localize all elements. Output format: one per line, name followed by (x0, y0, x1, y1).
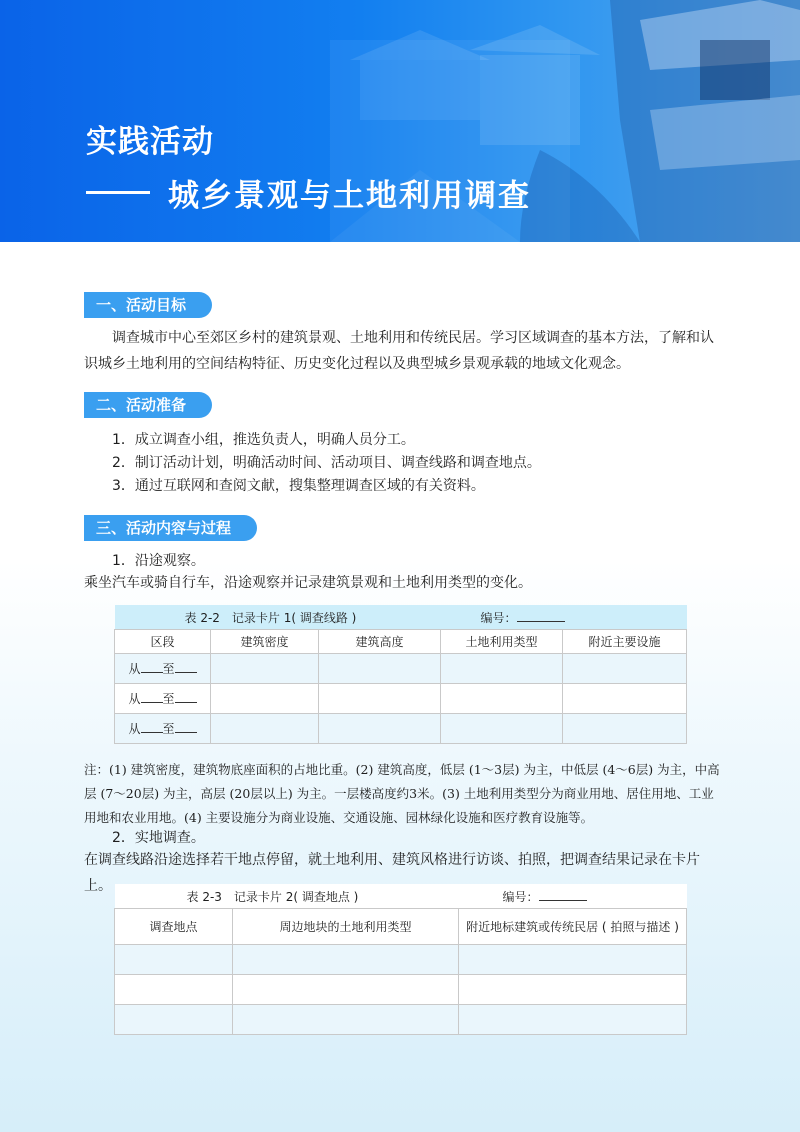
segment-cell[interactable]: 从 至 (115, 684, 211, 714)
column-header: 区段 (115, 630, 211, 654)
column-header: 调查地点 (115, 909, 233, 945)
table-row (115, 975, 687, 1005)
column-header: 土地利用类型 (441, 630, 563, 654)
number-label: 编号： (480, 610, 517, 625)
number-blank[interactable] (539, 888, 587, 901)
step-text: 在调查线路沿途选择若干地点停留，就土地利用、建筑风格进行访谈、拍照，把调查结果记录在卡片上。 (84, 852, 700, 894)
table-row (115, 1005, 687, 1035)
table-note: 注：(1) 建筑密度，建筑物底座面积的占地比重。(2) 建筑高度，低层 (1～3层) 为主，中低层 (4～6层) 为主，中高层 (7～20层) 为主，高层 (20层以上) 为主。一层楼高度约3米。(3) 土地利用类型分为商业用地、居住用地、工业用地和农业用地。(4) 主要设施分为商业设施、交通设施、园林绿化设施和医疗教育设施等。 (84, 762, 720, 825)
subtitle-text: 城乡景观与土地利用调查 (168, 178, 531, 214)
prep-item: 2．制订活动计划，明确活动时间、活动项目、调查线路和调查地点。 (112, 455, 541, 471)
section-header-goals: 一、活动目标 (84, 292, 212, 318)
prep-item: 1．成立调查小组，推选负责人，明确人员分工。 (112, 432, 415, 448)
table-row (115, 654, 687, 684)
section-header-process: 三、活动内容与过程 (84, 515, 257, 541)
table-header-row (115, 909, 687, 945)
prep-item: 3．通过互联网和查阅文献，搜集整理调查区域的有关资料。 (112, 478, 485, 494)
table-row (115, 714, 687, 744)
table-row (115, 684, 687, 714)
record-card-location-table (114, 884, 687, 1035)
table-header-row (115, 630, 687, 654)
step-title: 1．沿途观察。 (112, 553, 205, 569)
number-label: 编号： (502, 889, 539, 904)
column-header: 周边地块的土地利用类型 (233, 909, 459, 945)
table-caption-row (115, 605, 687, 630)
segment-cell[interactable]: 从 至 (115, 654, 211, 684)
section-header-preparation: 二、活动准备 (84, 392, 212, 418)
table-caption: 表 2-3 记录卡片 2( 调查地点 ) (115, 884, 459, 909)
column-header: 附近主要设施 (563, 630, 687, 654)
dash-divider (86, 191, 150, 194)
step-title: 2．实地调查。 (112, 830, 205, 846)
column-header: 建筑高度 (319, 630, 441, 654)
page-title: 实践活动 (86, 124, 214, 160)
column-header: 附近地标建筑或传统民居 ( 拍照与描述 ) (459, 909, 687, 945)
table-caption-row (115, 884, 687, 909)
step-text: 乘坐汽车或骑自行车，沿途观察并记录建筑景观和土地利用类型的变化。 (84, 575, 532, 591)
page-subtitle (86, 170, 531, 215)
table-number-field (459, 884, 687, 909)
record-card-route-table (114, 605, 687, 744)
goal-paragraph: 调查城市中心至郊区乡村的建筑景观、土地利用和传统民居。学习区域调查的基本方法，了解和认识城乡土地利用的空间结构特征、历史变化过程以及典型城乡景观承载的地域文化观念。 (84, 330, 714, 372)
column-header: 建筑密度 (211, 630, 319, 654)
table-caption: 表 2-2 记录卡片 1( 调查线路 ) (115, 605, 441, 630)
header-banner (0, 0, 800, 242)
segment-cell[interactable]: 从 至 (115, 714, 211, 744)
number-blank[interactable] (517, 609, 565, 622)
table-row (115, 945, 687, 975)
table-number-field (441, 605, 687, 630)
